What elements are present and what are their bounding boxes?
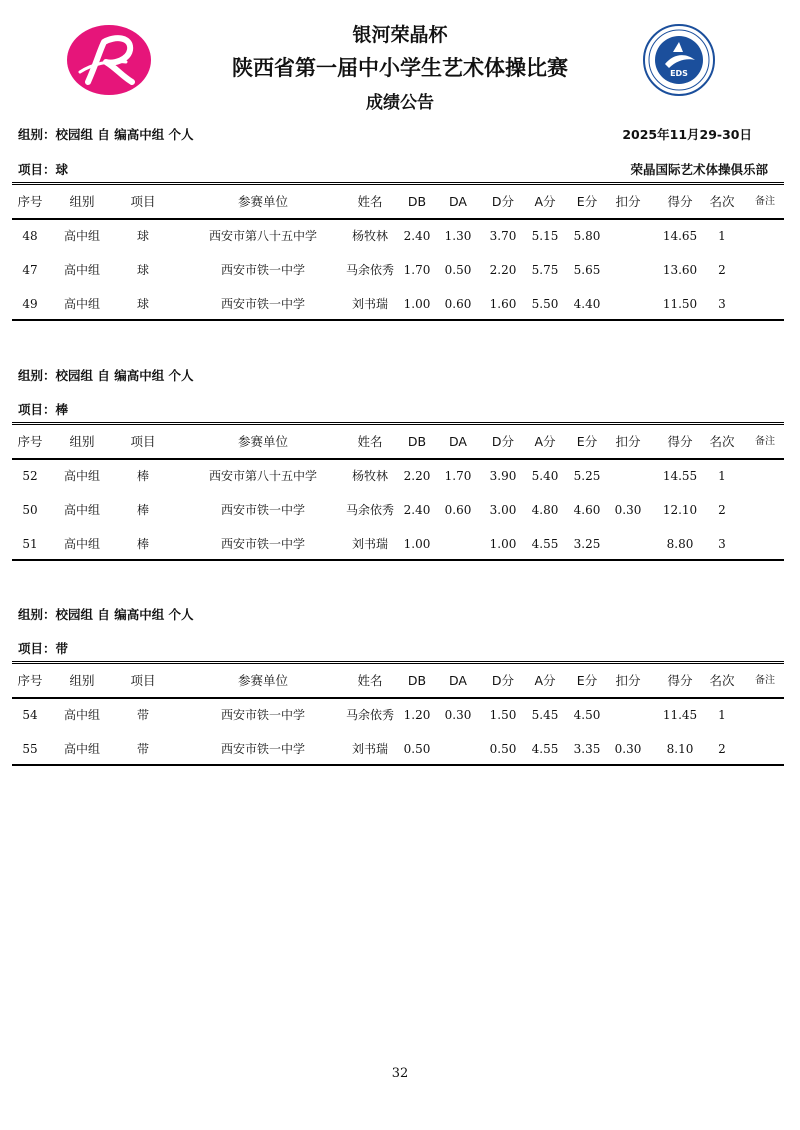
col-note: 备注 xyxy=(755,675,775,686)
col-note: 备注 xyxy=(755,436,775,447)
cell-rank: 1 xyxy=(718,469,726,483)
cell-unit: 西安市铁一中学 xyxy=(220,503,305,517)
table-row xyxy=(12,527,784,561)
cell-name: 马余依秀 xyxy=(345,708,394,722)
cell-unit: 西安市第八十五中学 xyxy=(208,469,317,483)
table-row xyxy=(12,253,784,287)
col-a: A分 xyxy=(534,194,556,209)
cell-a: 5.40 xyxy=(531,469,559,483)
cell-deduction xyxy=(608,253,648,287)
cell-name: 马余依秀 xyxy=(345,503,394,517)
cell-group: 高中组 xyxy=(63,263,100,277)
cell-note xyxy=(750,459,780,493)
table2-header-row xyxy=(12,425,784,459)
cell-a: 5.45 xyxy=(531,708,559,722)
col-db: DB xyxy=(407,194,427,209)
cell-group: 高中组 xyxy=(63,229,100,243)
cell-da: 1.30 xyxy=(444,229,472,243)
col-rank: 名次 xyxy=(709,434,735,449)
cell-d: 3.70 xyxy=(489,229,517,243)
col-item: 项目 xyxy=(130,434,156,449)
col-deduction: 扣分 xyxy=(615,194,641,209)
col-name: 姓名 xyxy=(357,194,383,209)
cell-item: 球 xyxy=(136,263,149,277)
cell-e: 5.65 xyxy=(573,263,601,277)
col-deduction: 扣分 xyxy=(615,673,641,688)
cell-deduction xyxy=(608,287,648,321)
cell-item: 棒 xyxy=(136,503,149,517)
organizer-name: 荣晶国际艺术体操俱乐部 xyxy=(630,162,768,177)
cell-da: 0.60 xyxy=(444,297,472,311)
col-db: DB xyxy=(407,434,427,449)
col-score: 得分 xyxy=(667,194,693,209)
col-da: DA xyxy=(449,673,467,688)
cell-note xyxy=(750,253,780,287)
table-row xyxy=(12,493,784,527)
col-score: 得分 xyxy=(667,673,693,688)
table3-header-row xyxy=(12,664,784,698)
title-line3: 成绩公告 xyxy=(366,93,434,113)
col-no: 序号 xyxy=(17,194,43,209)
cell-item: 球 xyxy=(136,229,149,243)
col-score: 得分 xyxy=(667,434,693,449)
section3-group-label: 组别：校园组 自 编高中组 个人 xyxy=(18,607,194,622)
section2-group-label: 组别：校园组 自 编高中组 个人 xyxy=(18,368,194,383)
cell-d: 0.50 xyxy=(489,742,517,756)
col-group: 组别 xyxy=(69,673,95,688)
cell-no: 51 xyxy=(22,537,38,551)
eds-seal-text: EDS xyxy=(670,69,688,78)
cell-da xyxy=(438,527,478,561)
cell-e: 3.25 xyxy=(573,537,601,551)
section1-group-label: 组别：校园组 自 编高中组 个人 xyxy=(18,127,194,142)
cell-d: 2.20 xyxy=(489,263,517,277)
cell-no: 54 xyxy=(22,708,38,722)
cell-item: 带 xyxy=(136,742,149,756)
cell-unit: 西安市铁一中学 xyxy=(220,708,305,722)
table-row xyxy=(12,219,784,253)
cell-da xyxy=(438,732,478,766)
col-d: D分 xyxy=(491,194,515,209)
table1-header-row xyxy=(12,185,784,219)
cell-a: 5.15 xyxy=(531,229,559,243)
col-group: 组别 xyxy=(69,194,95,209)
cell-note xyxy=(750,287,780,321)
col-item: 项目 xyxy=(130,673,156,688)
cell-group: 高中组 xyxy=(63,297,100,311)
cell-e: 4.60 xyxy=(573,503,601,517)
cell-no: 49 xyxy=(22,297,38,311)
table-row xyxy=(12,698,784,732)
col-e: E分 xyxy=(576,434,598,449)
cell-no: 52 xyxy=(22,469,38,483)
col-unit: 参赛单位 xyxy=(237,673,288,688)
table3-bottom-line xyxy=(12,764,784,766)
cell-e: 4.40 xyxy=(573,297,601,311)
cell-score: 13.60 xyxy=(662,263,698,277)
cell-d: 3.00 xyxy=(489,503,517,517)
col-no: 序号 xyxy=(17,434,43,449)
cell-db: 1.20 xyxy=(403,708,431,722)
cell-item: 棒 xyxy=(136,537,149,551)
cell-note xyxy=(750,732,780,766)
cell-da: 1.70 xyxy=(444,469,472,483)
cell-da: 0.60 xyxy=(444,503,472,517)
cell-unit: 西安市铁一中学 xyxy=(220,297,305,311)
cell-db: 2.20 xyxy=(403,469,431,483)
cell-group: 高中组 xyxy=(63,503,100,517)
cell-name: 刘书瑞 xyxy=(351,537,388,551)
col-da: DA xyxy=(449,194,467,209)
col-deduction: 扣分 xyxy=(615,434,641,449)
cell-unit: 西安市铁一中学 xyxy=(220,537,305,551)
cell-no: 55 xyxy=(22,742,38,756)
cell-db: 1.70 xyxy=(403,263,431,277)
cell-d: 3.90 xyxy=(489,469,517,483)
cell-unit: 西安市铁一中学 xyxy=(220,263,305,277)
cell-da: 0.30 xyxy=(444,708,472,722)
cell-da: 0.50 xyxy=(444,263,472,277)
cell-no: 48 xyxy=(22,229,38,243)
cell-d: 1.60 xyxy=(489,297,517,311)
cell-db: 0.50 xyxy=(403,742,431,756)
section3-item-label: 项目：带 xyxy=(18,641,69,656)
col-e: E分 xyxy=(576,194,598,209)
cell-db: 1.00 xyxy=(403,297,431,311)
cell-note xyxy=(750,493,780,527)
title-line2: 陕西省第一届中小学生艺术体操比赛 xyxy=(232,55,568,80)
cell-item: 球 xyxy=(136,297,149,311)
cell-score: 8.80 xyxy=(666,537,694,551)
cell-unit: 西安市第八十五中学 xyxy=(208,229,317,243)
cell-deduction xyxy=(608,698,648,732)
page-number: 32 xyxy=(391,1066,409,1081)
col-name: 姓名 xyxy=(357,673,383,688)
col-unit: 参赛单位 xyxy=(237,194,288,209)
cell-db: 2.40 xyxy=(403,503,431,517)
cell-name: 刘书瑞 xyxy=(351,742,388,756)
cell-score: 12.10 xyxy=(662,503,698,517)
cell-name: 杨牧林 xyxy=(351,469,388,483)
cell-rank: 1 xyxy=(718,229,726,243)
cell-deduction xyxy=(608,219,648,253)
cell-score: 14.55 xyxy=(662,469,698,483)
cell-e: 5.80 xyxy=(573,229,601,243)
col-unit: 参赛单位 xyxy=(237,434,288,449)
cell-group: 高中组 xyxy=(63,469,100,483)
cell-item: 带 xyxy=(136,708,149,722)
cell-a: 4.55 xyxy=(531,742,559,756)
table-row xyxy=(12,459,784,493)
col-rank: 名次 xyxy=(709,194,735,209)
cell-a: 5.50 xyxy=(531,297,559,311)
table1-top-line xyxy=(12,182,784,183)
cell-a: 4.55 xyxy=(531,537,559,551)
table2-bottom-line xyxy=(12,559,784,561)
col-item: 项目 xyxy=(130,194,156,209)
cell-a: 4.80 xyxy=(531,503,559,517)
section2-item-label: 项目：棒 xyxy=(18,402,69,417)
table1-bottom-line xyxy=(12,319,784,321)
cell-rank: 3 xyxy=(718,297,726,311)
cell-name: 刘书瑞 xyxy=(351,297,388,311)
cell-no: 47 xyxy=(22,263,38,277)
cell-note xyxy=(750,219,780,253)
cell-note xyxy=(750,527,780,561)
cell-a: 5.75 xyxy=(531,263,559,277)
cell-rank: 2 xyxy=(718,263,726,277)
col-db: DB xyxy=(407,673,427,688)
cell-deduction: 0.30 xyxy=(614,742,642,756)
col-note: 备注 xyxy=(755,196,775,207)
col-e: E分 xyxy=(576,673,598,688)
cell-e: 3.35 xyxy=(573,742,601,756)
cell-score: 11.45 xyxy=(662,708,698,722)
cell-score: 14.65 xyxy=(662,229,698,243)
cell-group: 高中组 xyxy=(63,742,100,756)
col-a: A分 xyxy=(534,434,556,449)
section1-item-label: 项目：球 xyxy=(18,162,69,177)
col-rank: 名次 xyxy=(709,673,735,688)
cell-rank: 2 xyxy=(718,742,726,756)
cell-rank: 3 xyxy=(718,537,726,551)
cell-no: 50 xyxy=(22,503,38,517)
cell-db: 2.40 xyxy=(403,229,431,243)
col-a: A分 xyxy=(534,673,556,688)
cell-score: 11.50 xyxy=(662,297,698,311)
cell-note xyxy=(750,698,780,732)
cell-deduction xyxy=(608,527,648,561)
cell-deduction: 0.30 xyxy=(614,503,642,517)
cell-e: 5.25 xyxy=(573,469,601,483)
cell-db: 1.00 xyxy=(403,537,431,551)
cell-item: 棒 xyxy=(136,469,149,483)
cell-deduction xyxy=(608,459,648,493)
col-no: 序号 xyxy=(17,673,43,688)
cell-group: 高中组 xyxy=(63,708,100,722)
col-d: D分 xyxy=(491,673,515,688)
cell-d: 1.00 xyxy=(489,537,517,551)
cell-unit: 西安市铁一中学 xyxy=(220,742,305,756)
event-date: 2025年11月29-30日 xyxy=(622,127,752,142)
table-row xyxy=(12,287,784,321)
cell-score: 8.10 xyxy=(666,742,694,756)
table3-top-line xyxy=(12,661,784,662)
cell-rank: 1 xyxy=(718,708,726,722)
cell-e: 4.50 xyxy=(573,708,601,722)
cell-name: 杨牧林 xyxy=(351,229,388,243)
col-name: 姓名 xyxy=(357,434,383,449)
cell-group: 高中组 xyxy=(63,537,100,551)
cell-rank: 2 xyxy=(718,503,726,517)
cell-name: 马余依秀 xyxy=(345,263,394,277)
title-line1: 银河荣晶杯 xyxy=(352,24,448,46)
col-group: 组别 xyxy=(69,434,95,449)
cell-d: 1.50 xyxy=(489,708,517,722)
table2-top-line xyxy=(12,422,784,423)
col-d: D分 xyxy=(491,434,515,449)
table-row xyxy=(12,732,784,766)
col-da: DA xyxy=(449,434,467,449)
